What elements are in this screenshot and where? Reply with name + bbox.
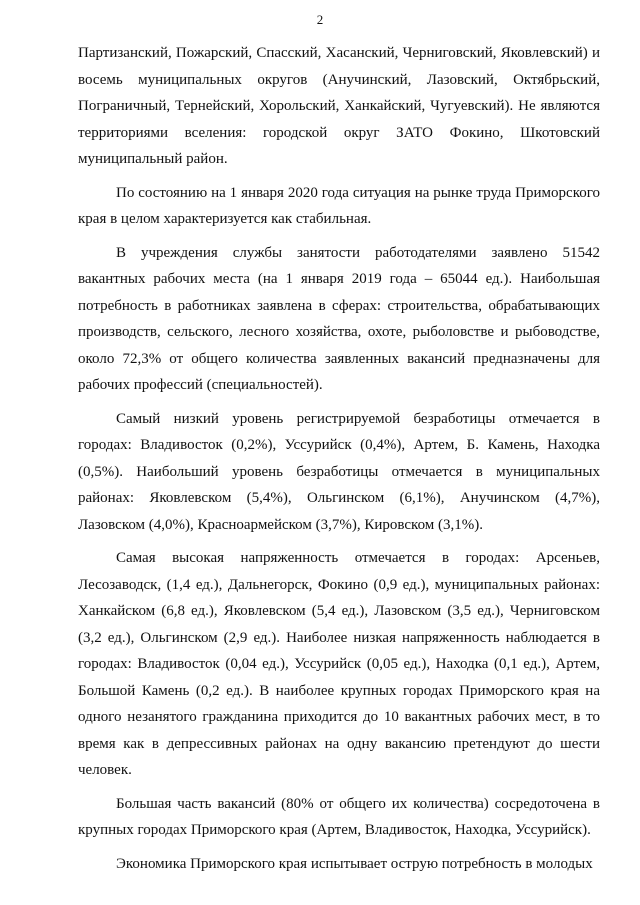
paragraph-vacancies: В учреждения службы занятости работодателями заявлено 51542 вакантных рабочих места (на 1 января 2019 года – 65044 ед.). Наибольшая потребность в работниках заявлена в сферах: строительства, обрабатывающих производств, сельского, лесного хозяйства, охоте, рыболовстве и рыбоводстве, около 72,3% от общего количества заявленных вакансий предназначены для рабочих профессий (специальностей). bbox=[78, 244, 600, 393]
paragraph-vacancy-concentration: Большая часть вакансий (80% от общего их количества) сосредоточена в крупных городах Приморского края (Артем, Владивосток, Находка, Уссурийск). bbox=[78, 795, 600, 838]
paragraph-unemployment-level: Самый низкий уровень регистрируемой безработицы отмечается в городах: Владивосток (0,2%), Уссурийск (0,4%), Артем, Б. Камень, Находка (0,5%). Наибольший уровень безработицы отмечается в муниципальных районах: Яковлевском (5,4%), Ольгинском (6,1%), Анучинском (4,7%), Лазовском (4,0%), Красноармейском (3,7%), Кировском (3,1%). bbox=[78, 410, 600, 533]
paragraph-continuation: Партизанский, Пожарский, Спасский, Хасанский, Черниговский, Яковлевский) и восемь муниципальных округов (Анучинский, Лазовский, Октябрьский, Пограничный, Тернейский, Хорольский, Ханкайский, Чугуевский). Не являются территориями вселения: городской округ ЗАТО Фокино, Шкотовский муниципальный район. bbox=[78, 45, 600, 167]
paragraph-labor-tension: Самая высокая напряженность отмечается в городах: Арсеньев, Лесозаводск, (1,4 ед.), Дальнегорск, Фокино (0,9 ед.), муниципальных районах: Ханкайском (6,8 ед.), Яковлевском (5,4 ед.), Лазовском (3,5 ед.), Черниговском (3,2 ед.), Ольгинском (2,9 ед.). Наиболее низкая напряженность наблюдается в городах: Владивосток (0,04 ед.), Уссурийск (0,05 ед.), Находка (0,1 ед.), Артем, Большой Камень (0,2 ед.). В наиболее крупных городах Приморского края на одного незанятого гражданина приходится до 10 вакантных рабочих мест, в то время как в депрессивных районах на одну вакансию претендуют до шести человек. bbox=[78, 550, 600, 778]
page-number: 2 bbox=[316, 12, 324, 27]
document-body bbox=[78, 40, 600, 877]
paragraph-labor-market-status: По состоянию на 1 января 2020 года ситуация на рынке труда Приморского края в целом характеризуется как стабильная. bbox=[78, 184, 600, 227]
paragraph-economy-demand: Экономика Приморского края испытывает острую потребность в молодых bbox=[116, 855, 593, 872]
